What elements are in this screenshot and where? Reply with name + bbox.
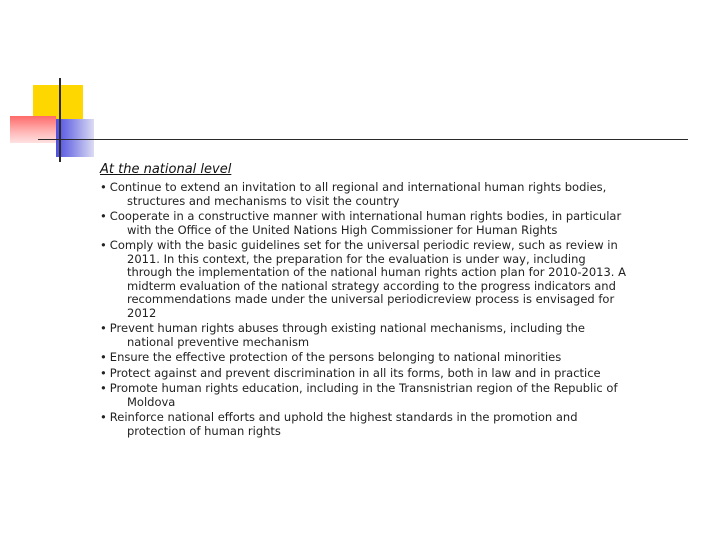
bullet-text: Cooperate in a constructive manner with international human rights bodies, in particular with the Office of the United Nations High Commissioner for Human Rights [109,209,622,237]
bullet-text: Continue to extend an invitation to all regional and international human rights bodies, structures and mechanisms to visit the country [109,180,607,208]
bullet-glyph: • [100,209,107,223]
bullet-item [100,411,630,438]
bullet-text: Protect against and prevent discrimination in all its forms, both in law and in practice [109,365,601,380]
decorative-blue-square [56,119,94,157]
bullet-text: Promote human rights education, including in the Transnistrian region of the Republic of Moldova [109,381,618,409]
bullet-item [100,181,630,208]
bullet-glyph: • [100,321,107,335]
bullet-glyph: • [100,350,107,364]
decorative-horizontal-line [38,139,688,140]
slide-heading: At the national level [100,162,232,177]
bullet-text: Ensure the effective protection of the persons belonging to national minorities [109,350,562,364]
decorative-vertical-line [59,78,61,162]
bullet-item [100,322,630,349]
bullet-list [100,181,630,438]
bullet-glyph: • [100,365,107,380]
bullet-item [100,367,630,381]
bullet-glyph: • [100,410,107,424]
bullet-text: Prevent human rights abuses through existing national mechanisms, including the national preventive mechanism [109,321,585,349]
bullet-glyph: • [100,238,107,252]
bullet-glyph: • [100,180,107,194]
bullet-item [100,239,630,320]
bullet-item [100,210,630,237]
bullet-item [100,382,630,409]
bullet-text: Comply with the basic guidelines set for the universal periodic review, such as review in 2011. In this context, the preparation for the evaluation is under way, including through the implementation of the national human rights action plan for 2010-2013. A midterm evaluation of the national strategy according to the progress indicators and recommendations made under the universal periodicreview process is envisaged for 2012 [109,238,626,320]
bullet-glyph: • [100,381,107,395]
bullet-text: Reinforce national efforts and uphold the highest standards in the promotion and protection of human rights [109,410,578,438]
bullet-item [100,351,630,365]
slide-content [100,162,630,440]
